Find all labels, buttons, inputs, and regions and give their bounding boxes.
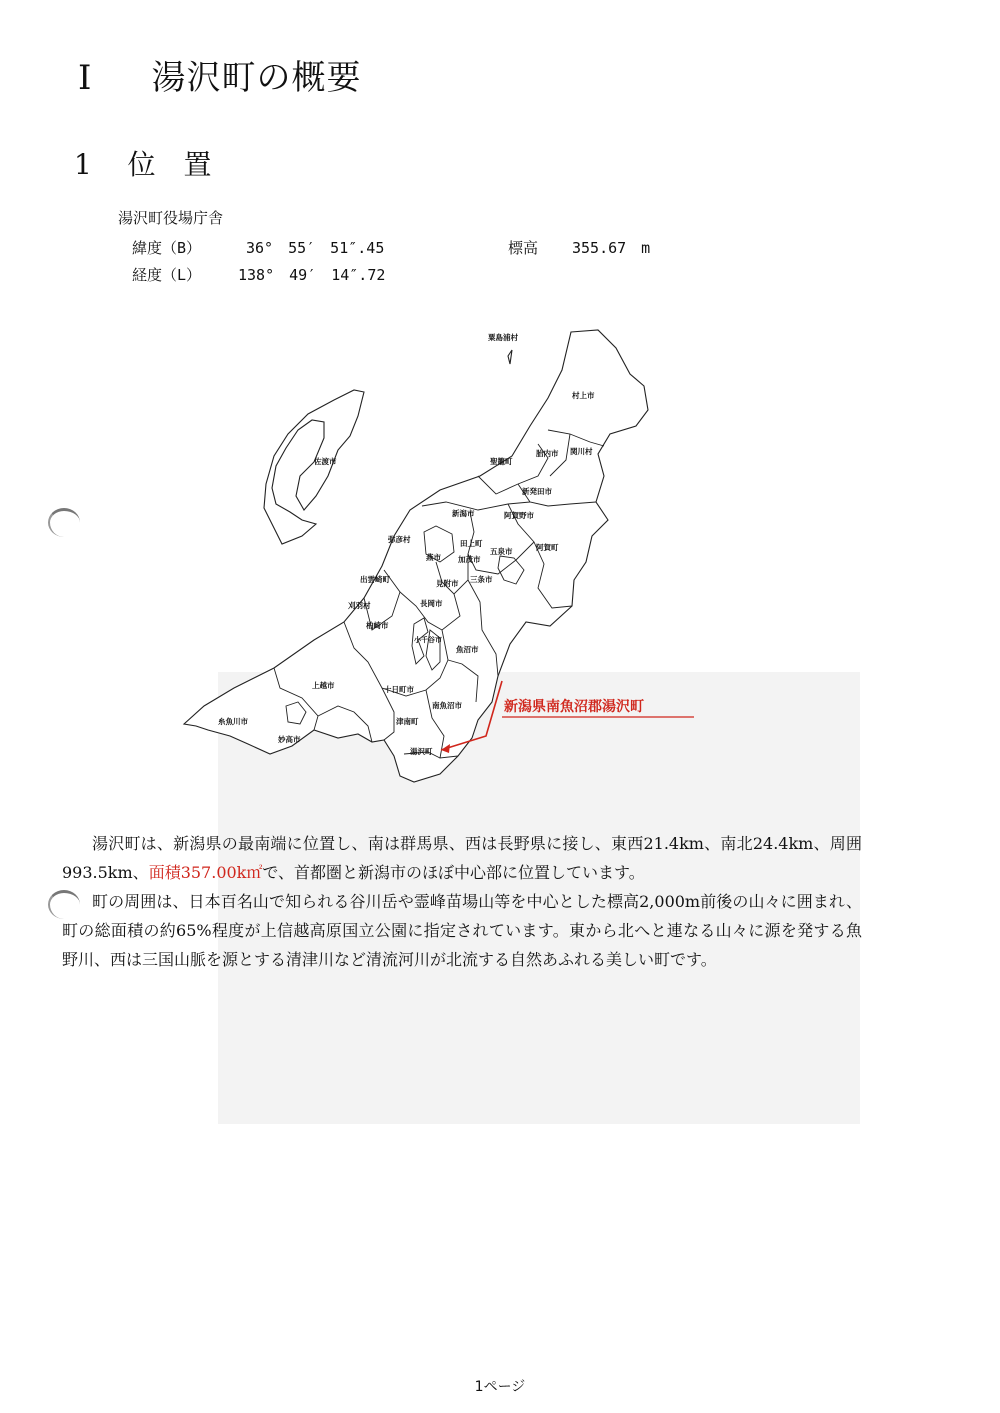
longitude-value: 138° 49′ 14″.72: [238, 266, 386, 284]
map-label-aga: 阿賀町: [536, 543, 559, 552]
map-svg: [178, 326, 698, 786]
map-label-sado: 佐渡市: [314, 457, 337, 466]
elevation-value: 355.67 m: [572, 239, 651, 257]
map-label-murakami: 村上市: [572, 391, 595, 400]
punch-hole-mark: [48, 508, 80, 537]
section-number: 1: [74, 148, 92, 181]
elevation-label: 標高: [508, 239, 539, 257]
latitude-label: 緯度（B）: [132, 239, 202, 257]
map-label-seiro: 聖籠町: [490, 457, 513, 466]
map-callout-label: 新潟県南魚沼郡湯沢町: [504, 699, 644, 715]
map-label-sekikawa: 関川村: [570, 447, 593, 456]
paragraph-1-start: 湯沢町は、新潟県の最南端に位置し、南は群馬県、西は長野県に接し、東西21.4km、南北24.4km、周囲993.5km、: [62, 834, 862, 882]
map-label-izumozaki: 出雲崎町: [360, 575, 390, 584]
map-label-niigata: 新潟市: [452, 509, 475, 518]
section-title: [74, 143, 211, 183]
chapter-number: Ⅰ: [78, 58, 93, 98]
map-label-mitsuke: 見附市: [436, 579, 459, 588]
niigata-municipality-map: [178, 326, 698, 786]
paragraph-1: [62, 829, 862, 887]
longitude-label: 経度（L）: [132, 266, 202, 284]
map-label-kashiwazaki: 柏崎市: [366, 621, 389, 630]
map-label-myoko: 妙高市: [278, 735, 301, 744]
map-label-tsunan: 津南町: [396, 717, 419, 726]
map-label-nagaoka: 長岡市: [420, 599, 443, 608]
paragraph-1-end: で、首都圏と新潟市のほぼ中心部に位置しています。: [262, 863, 645, 882]
chapter-title: [78, 50, 361, 99]
map-label-yuzawa: 湯沢町: [410, 747, 433, 756]
area-highlight: 面積357.00k㎡: [148, 863, 263, 882]
map-label-awashimaura: 粟島浦村: [488, 333, 518, 342]
map-label-itoigawa: 糸魚川市: [218, 717, 248, 726]
description-text: [62, 829, 862, 974]
map-label-joetsu: 上越市: [312, 681, 335, 690]
sado-island: [264, 390, 364, 544]
map-label-minamiuonuma: 南魚沼市: [432, 701, 462, 710]
map-label-shibata: 新発田市: [522, 487, 552, 496]
map-label-tsubame: 燕市: [426, 553, 441, 562]
map-label-kariwa: 刈羽村: [348, 601, 371, 610]
map-label-tokamachi: 十日町市: [384, 685, 414, 694]
map-label-ojiya: 小千谷市: [414, 636, 442, 644]
office-label: 湯沢町役場庁舎: [118, 209, 224, 227]
map-label-uonuma: 魚沼市: [456, 645, 479, 654]
map-label-tagami: 田上町: [460, 539, 483, 548]
map-label-gosen: 五泉市: [490, 547, 513, 556]
map-label-yahiko: 弥彦村: [388, 535, 411, 544]
chapter-heading: 湯沢町の概要: [151, 58, 362, 98]
awashima: [508, 350, 512, 364]
map-label-tainai: 胎内市: [536, 449, 559, 458]
section-heading: 位 置: [127, 148, 212, 181]
latitude-value: 36° 55′ 51″.45: [246, 239, 385, 257]
map-label-sanjo: 三条市: [470, 575, 493, 584]
page-number: 1ページ: [474, 1379, 526, 1395]
paragraph-2: 町の周囲は、日本百名山で知られる谷川岳や霊峰苗場山等を中心とした標高2,000m前後の山々に囲まれ、町の総面積の約65%程度が上信越高原国立公園に指定されています。東から北へと連なる山々に源を発する魚野川、西は三国山脈を源とする清津川など清流河川が北流する自然あふれる美しい町です。: [62, 892, 862, 969]
map-label-kamo: 加茂市: [458, 555, 481, 564]
map-label-agano: 阿賀野市: [504, 511, 534, 520]
